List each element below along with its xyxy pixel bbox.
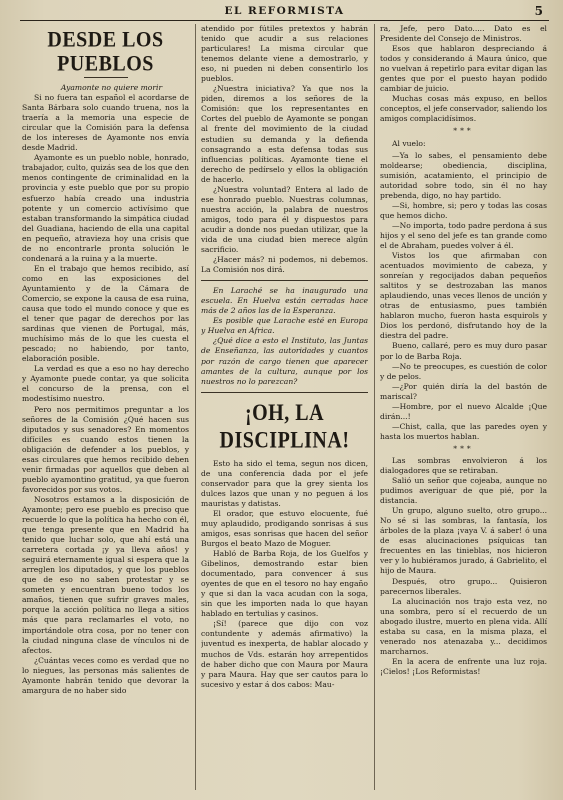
paragraph: ¿Nuestra iniciativa? Ya que nos la piden, diremos a los señores de la Comisión: que los representantes en Cortes del pueblo de Ayamonte se pongan al frente del movimiento de la ciudad estudien su demanda y la defienda consagrando a esta defensa todas sus influencias políticas. Ayamonte tiene el derecho de pedírselo y ellos la obligación de hacerlo. [201,84,368,184]
paragraph: El orador, que estuvo elocuente, fué muy aplaudido, prodigando sonrisas á sus amigos, esas sonrisas que hacen del señor Burgos el beato Mazo de Moguer. [201,508,368,549]
paragraph: Si no fuera tan español el acordarse de Santa Bárbara solo cuando truena, nos la traería a la memoria una especie de circular que la Comisión para la defensa de los intereses de Ayamonte nos envía desde Madrid. [22,93,189,153]
paragraph: La verdad es que a eso no hay derecho y Ayamonte puede contar, ya que solicita el concurso de la prensa, con el modestísimo nuestro. [22,364,189,404]
paragraph: —No importa, todo padre perdona á sus hijos y el seno del jefe es tan grande como el de Abraham, puedes volver á él. [380,220,547,250]
column-rule-1 [195,24,196,790]
paragraph: —¿Por quién diría la del bastón de mariscal? [380,381,547,401]
paragraph: —Ya lo sabes, el pensamiento debe moldearse; obediencia, disciplina, sumisión, acatamiento, el principio de autoridad sobre todo, sin él no hay prebenda, digo, no hay partido. [380,150,547,200]
paragraph: ra, Jefe, pero Dato..... Dato es el Presidente del Consejo de Ministros. [380,24,547,44]
italic-note-block [201,286,368,386]
masthead-title: EL REFORMISTA [224,5,345,17]
paragraph: Ayamonte es un pueblo noble, honrado, trabajador, culto, quizás sea de los que den menos contingente de criminalidad en la provincia y este pueblo que por su propio esfuerzo había creado una industria potente y un comercio activísimo que estaban transformando la simpática ciudad del Guadiana, haciendo de ella una capital en pequeño, atravieza hoy una crisis que de no encontrarle pronta solución le condenará a la ruina y a la muerte. [22,153,189,263]
italic-paragraph: ¿Qué dice a esto el Instituto, las Juntas de Enseñanza, las autoridades y cuantos por razón de cargo tienen que aparecer amantes de la cultura, aunque por los nuestros no lo parezcan? [201,336,368,386]
paragraph: —Chist, calla, que las paredes oyen y hasta los muertos hablan. [380,421,547,441]
paragraph: Vistos los que afirmaban con acentuados movimiento de cabeza, y sonreían y regocijados daban pequeños saltitos y se destrozaban las manos aplaudiendo, unas veces llenos de unción y otras de entusiasmo, pues también hablaron mucho, fueron hasta esquirols y Dios los perdonó, disfrutando hoy de la diestra del padre. [380,251,547,341]
paragraph: —Hombre, por el nuevo Alcalde ¡Que dirán...! [380,401,547,421]
column-2 [201,24,368,792]
article-headline-disciplina: ¡OH, LA DISCIPLINA! [219,400,350,454]
headline-divider [84,77,128,78]
page-header [20,4,549,21]
article-headline-pueblos: DESDE LOS PUEBLOS [47,27,164,77]
section-heading: Al vuelo: [392,138,426,148]
paragraph: Muchas cosas más expuso, en bellos conceptos, el jefe conservador, saliendo los amigos complacidísimos. [380,94,547,124]
italic-paragraph: Es posible que Larache esté en Europa y Huelva en Africa. [201,316,368,336]
paragraph: Esto ha sido el tema, segun nos dicen, de una conferencia dada por el jefe conservador para que la grey sienta los dulces lazos que unan y no peguen á los mauristas y datistas. [201,458,368,508]
paragraph: ¿Nuestra voluntad? Entera al lado de ese honrado pueblo. Nuestras columnas, nuestra acción, la palabra de nuestros amigos, todo para él y dispuestos para acudir a donde nos puedan utilizar, que la vida de una ciudad bien merece algún sacrificio. [201,184,368,255]
paragraph: ¡Sí! (parece que dijo con voz contundente y además afirmativo) la juventud es inexperta, de hablar alocado y muchos de Vds. estarán hoy arrepentidos de haber dicho que con Maura por Maura y para Maura. Hay que ser cautos para lo sucesivo y estar á dos cabos: Mau- [201,619,368,689]
section-divider [201,392,368,393]
paragraph: En el trabajo que hemos recibido, así como en las exposiciones del Ayuntamiento y de la Cámara de Comercio, se expone la causa de esa ruina, causa que todo el mundo conoce y que es el tener que pagar de derechos por las sardinas que vienen de Portugal, más, muchísimo más de lo que les cuesta el pescado; no habiendo, por tanto, elaboración posible. [22,263,189,364]
paragraph: —Si, hombre, si; pero y todas las cosas que hemos dicho. [380,200,547,220]
paragraph: Salió un señor que cojeaba, aunque no pudimos averiguar de que pié, por la distancia. [380,476,547,506]
column-1 [22,24,189,792]
paragraph: Pero nos permitimos preguntar a los señores de la Comisión ¿Qué hacen sus diputados y sus senadores? En momentos difíciles es cuando estos tienen la obligación de defender a los pueblos, y esas circulares que hemos recibido deben venir firmadas por aquellos que deben al pueblo ayamontino gratitud, ya que fueron favorecidos por sus votos. [22,404,189,494]
column-3 [380,24,547,792]
paragraph: Habló de Barba Roja, de los Guelfos y Gibelinos, demostrando estar bien documentado, para convencer á sus oyentes de que en el tesoro no hay engaño y que si dan la vaca acudan con la soga, sin que les importen nada lo que hayan hablado en tertulias y casinos. [201,549,368,619]
paragraph: Esos que hablaron despreciando á todos y considerando á Maura único, que no vuelvan á repetirlo para evitar digan las gentes que por el puesto hayan podido cambiar de juicio. [380,44,547,94]
italic-paragraph: En Laraché se ha inaugurado una escuela. En Huelva están cerradas hace más de 2 años las de la Esperanza. [201,286,368,316]
paragraph: Las sombras envolvieron á los dialogadores que se retiraban. [380,455,547,476]
paragraph: Bueno, callaré, pero es muy duro pasar por lo de Barba Roja. [380,341,547,361]
page-number: 5 [534,4,543,18]
column-rule-2 [374,24,375,790]
paragraph: —No te preocupes, es cuestión de color y de pelos. [380,361,547,381]
paragraph: La alucinación nos trajo esta vez, no una sombra, pero sí el recuerdo de un abogado ilustre, muerto en plena vida. Allí estaba su casa, en la misma plaza, el venerado nos atenazaba y... decidimos marcharnos. [380,596,547,656]
article-subheading: Ayamonte no quiere morir [60,83,163,92]
paragraph: Nosotros estamos a la disposición de Ayamonte; pero ese pueblo es preciso que recuerde lo que la política ha hecho con él, que tenga presente que en Madrid ha tenido que luchar solo, que ahí está una carretera cortada ¡y ya lleva años! y seguirá eternamente igual si espera que la arreglen los diputados, y que los pueblos que de eso no saben protestar y se someten y encuentran bueno todos los amaños, tienen que sufrir graves males, porque la acción política no llega a sitios más que para reclamarles el voto, no importándole otra cosa, por no tener con la ciudad ninguna clase de vínculos ni de afectos. [22,494,189,655]
paragraph: ¿Cuántas veces como es verdad que no lo niegues, las personas más salientes de Ayamonte habrán tenido que devorar la amargura de no haber sido [22,655,189,695]
stars-separator: *** [453,126,474,136]
paragraph: ¿Hacer más? ni podemos, ni debemos. La Comisión nos dirá. [201,255,368,275]
paragraph: atendido por fútiles pretextos y habrán tenido que acudir a sus relaciones particulares! La misma circular que tenemos delante viene a demostrarlo, y eso, ni pueden ni deben consentirlo los pueblos. [201,24,368,84]
paragraph: En la acera de enfrente una luz roja. ¡Cielos! ¡Los Reformistas! [380,656,547,676]
paragraph: Un grupo, alguno suelto, otro grupo... No sé si las sombras, la fantasía, los árboles de la plaza ¡vaya V. á saber! ó una de esas alucinaciones psíquicas tan frecuentes en las tinieblas, nos hicieron ver y lo hubiéramos jurado, á Gabrielito, el hijo de Maura. [380,506,547,576]
stars-separator: *** [453,443,474,453]
paragraph: Después, otro grupo... Quisieron parecernos liberales. [380,576,547,596]
section-divider [201,280,368,281]
